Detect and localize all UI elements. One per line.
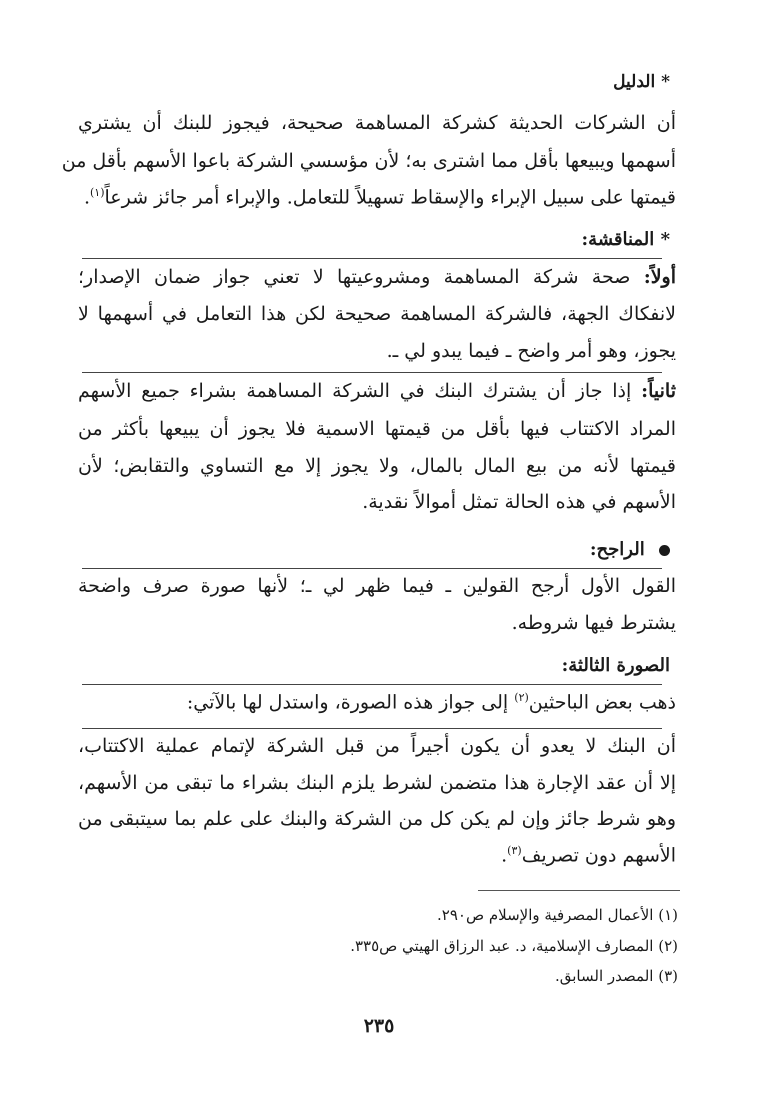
paragraph-line: وهو شرط جائز وإن لم يكن كل من الشركة والبنك على علم بما سيتبقى من (78, 808, 676, 830)
paragraph-line: أسهمها ويبيعها بأقل مما اشترى به؛ لأن مؤسسي الشركة باعوا الأسهم بأقل من (61, 150, 676, 172)
point-label: أولاً: (643, 266, 677, 288)
footnote-text: المصدر السابق. (554, 967, 654, 985)
heading-text: الصورة الثالثة: (561, 655, 670, 676)
divider (82, 684, 662, 685)
divider (82, 568, 662, 569)
paragraph-line: أن البنك لا يعدو أن يكون أجيراً من قبل الشركة لإتمام عملية الاكتتاب، (78, 735, 676, 757)
footnote (437, 906, 678, 924)
paragraph-line-text: صحة شركة المساهمة ومشروعيتها لا تعني جواز ضمان الإصدار؛ (78, 266, 631, 288)
paragraph-line: لانفكاك الجهة، فالشركة المساهمة صحيحة لكن هذا التعامل في أسهمها لا (78, 303, 676, 325)
point-label: ثانياً: (641, 380, 676, 402)
sentence-end: . (501, 844, 508, 867)
footnote-ref: (٣) (507, 844, 522, 857)
paragraph-line: المراد الاكتتاب فيها بأقل من قيمتها الاسمية فلا يجوز أن يبيعها بأكثر من (78, 418, 676, 440)
footnote-ref: (١) (90, 186, 105, 199)
paragraph-line: أن الشركات الحديثة كشركة المساهمة صحيحة، فيجوز للبنك أن يشتري (78, 112, 676, 134)
footnote (555, 967, 678, 985)
paragraph-line-text: إذا جاز أن يشترك البنك في الشركة المساهمة بشراء جميع الأسهم (78, 380, 632, 402)
header-star-marker: * (661, 72, 670, 92)
section-heading (590, 539, 670, 560)
paragraph-line: إلا أن عقد الإجارة هذا متضمن لشرط يلزم البنك بشراء ما تبقى من الأسهم، (78, 772, 676, 794)
heading-text: الراجح: (589, 539, 645, 560)
footnote-number: (١) (658, 906, 678, 924)
paragraph-line: القول الأول أرجح القولين ـ فيما ظهر لي ـ؛ لأنها صورة صرف واضحة (78, 575, 676, 597)
paragraph-line (78, 186, 676, 209)
paragraph-line (78, 691, 676, 714)
header-title: الدليل (613, 72, 656, 92)
paragraph-line-text: قيمتها على سبيل الإبراء والإسقاط تسهيلاً للتعامل. والإبراء أمر جائز شرعاً (104, 186, 676, 209)
footnote-number: (٣) (658, 967, 678, 985)
paragraph-line: الأسهم في هذه الحالة تمثل أموالاً نقدية. (362, 491, 676, 513)
page-number: ٢٣٥ (363, 1015, 395, 1037)
paragraph-line-text: إلى جواز هذه الصورة، واستدل لها بالآتي: (186, 691, 509, 714)
footnote-separator (478, 890, 680, 891)
heading-text: المناقشة: (581, 229, 655, 250)
paragraph-line: قيمتها لأنه من بيع المال بالمال، ولا يجوز إلا مع التساوي والتقابض؛ لأن (78, 455, 676, 477)
bullet-icon (659, 545, 670, 556)
paragraph-line (78, 380, 676, 403)
footnote-text: الأعمال المصرفية والإسلام ص٢٩٠. (437, 906, 654, 924)
paragraph-line-text: الأسهم دون تصريف (521, 844, 676, 867)
paragraph-line (78, 266, 676, 289)
heading-star-marker: * (660, 229, 670, 250)
section-heading (582, 229, 670, 250)
running-header (613, 72, 670, 92)
sentence-end: . (83, 186, 90, 209)
footnote-ref: (٢) (514, 691, 529, 704)
divider (82, 728, 662, 729)
footnote-number: (٢) (658, 937, 678, 955)
footnote (350, 937, 678, 955)
paragraph-line-text: ذهب بعض الباحثين (528, 691, 676, 714)
divider (82, 372, 662, 373)
paragraph-line: يجوز، وهو أمر واضح ـ فيما يبدو لي ـ. (386, 340, 676, 362)
section-heading (562, 655, 670, 676)
footnote-text: المصارف الإسلامية، د. عبد الرزاق الهيتي ص٣٣٥. (350, 937, 654, 955)
paragraph-line (78, 844, 676, 867)
paragraph-line: يشترط فيها شروطه. (511, 612, 676, 634)
divider (82, 258, 662, 259)
